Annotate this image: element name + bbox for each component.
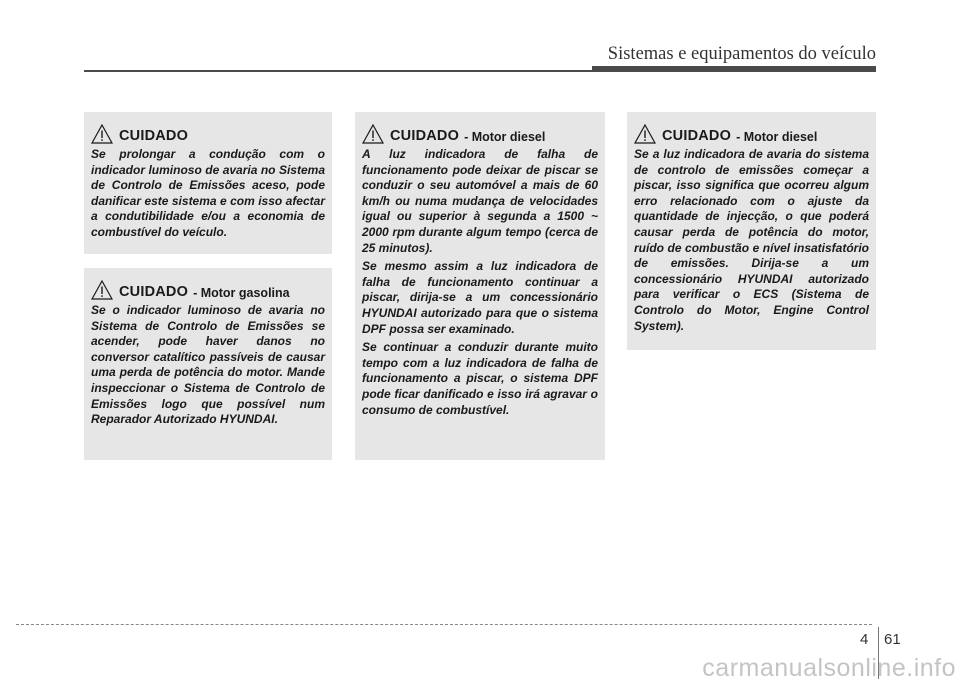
caution-title: CUIDADO bbox=[119, 128, 189, 144]
page-number: 61 bbox=[884, 631, 901, 648]
warning-triangle-icon bbox=[634, 124, 656, 144]
caution-text: Se a luz indicadora de avaria do sistema de controlo de emissões começar a piscar, isso significa que ocorreu algum erro relacionado com o ajuste da quantidade de injecção, o que poderá causar perda de potência do motor, ruído de combustão e nível insatisfatório de emissões. Dirija-se a um concessionário HYUNDAI autorizado para verificar o ECS (Sistema de Controlo do Motor, Engine Control System). bbox=[634, 147, 869, 333]
caution-subtitle: - Motor diesel bbox=[464, 130, 546, 144]
caution-box-general bbox=[84, 112, 332, 254]
chapter-number: 4 bbox=[860, 631, 869, 648]
caution-text: A luz indicadora de falha de funcionamento pode deixar de piscar se conduzir o seu automóvel a mais de 60 km/h ou numa mudança de velocidades igual ou superior à segunda a 1500 ~ 2000 rpm durante algum tempo (cerca de 25 minutos). bbox=[362, 147, 598, 255]
caution-title-row bbox=[91, 124, 325, 144]
caution-text: Se o indicador luminoso de avaria no Sistema de Controlo de Emissões se acender, pode haver danos no conversor catalítico passíveis de causar uma perda de potência do motor. Mande inspeccionar o Sistema de Controlo de Emissões logo que possível num Reparador Autorizado HYUNDAI. bbox=[91, 303, 325, 427]
warning-triangle-icon bbox=[91, 280, 113, 300]
page-header-title: Sistemas e equipamentos do veículo bbox=[607, 44, 876, 64]
caution-text: Se mesmo assim a luz indicadora de falha de funcionamento continuar a piscar, dirija-se a um concessionário HYUNDAI autorizado para que o sistema DPF possa ser examinado. bbox=[362, 259, 598, 336]
caution-title-row bbox=[91, 280, 325, 300]
caution-box-diesel-ecs bbox=[627, 112, 876, 350]
caution-box-petrol bbox=[84, 268, 332, 460]
caution-title: CUIDADO bbox=[390, 128, 460, 144]
caution-title: CUIDADO bbox=[119, 284, 189, 300]
footer-rule bbox=[16, 624, 872, 625]
caution-title-row bbox=[634, 124, 869, 144]
warning-triangle-icon bbox=[91, 124, 113, 144]
caution-subtitle: - Motor gasolina bbox=[193, 286, 290, 300]
warning-triangle-icon bbox=[362, 124, 384, 144]
watermark: carmanualsonline.info bbox=[702, 654, 956, 682]
caution-title: CUIDADO bbox=[662, 128, 732, 144]
header-rule-accent bbox=[592, 66, 876, 72]
caution-box-diesel-dpf bbox=[355, 112, 605, 460]
caution-title-row bbox=[362, 124, 598, 144]
caution-subtitle: - Motor diesel bbox=[736, 130, 818, 144]
caution-text: Se prolongar a condução com o indicador luminoso de avaria no Sistema de Controlo de Emissões aceso, pode danificar este sistema e com isso afectar a condutibilidade e/ou a economia de combustível do veículo. bbox=[91, 147, 325, 239]
caution-text: Se continuar a conduzir durante muito tempo com a luz indicadora de falha de funcionamento a piscar, o sistema DPF pode ficar danificado e isso irá agravar o consumo de combustível. bbox=[362, 340, 598, 417]
